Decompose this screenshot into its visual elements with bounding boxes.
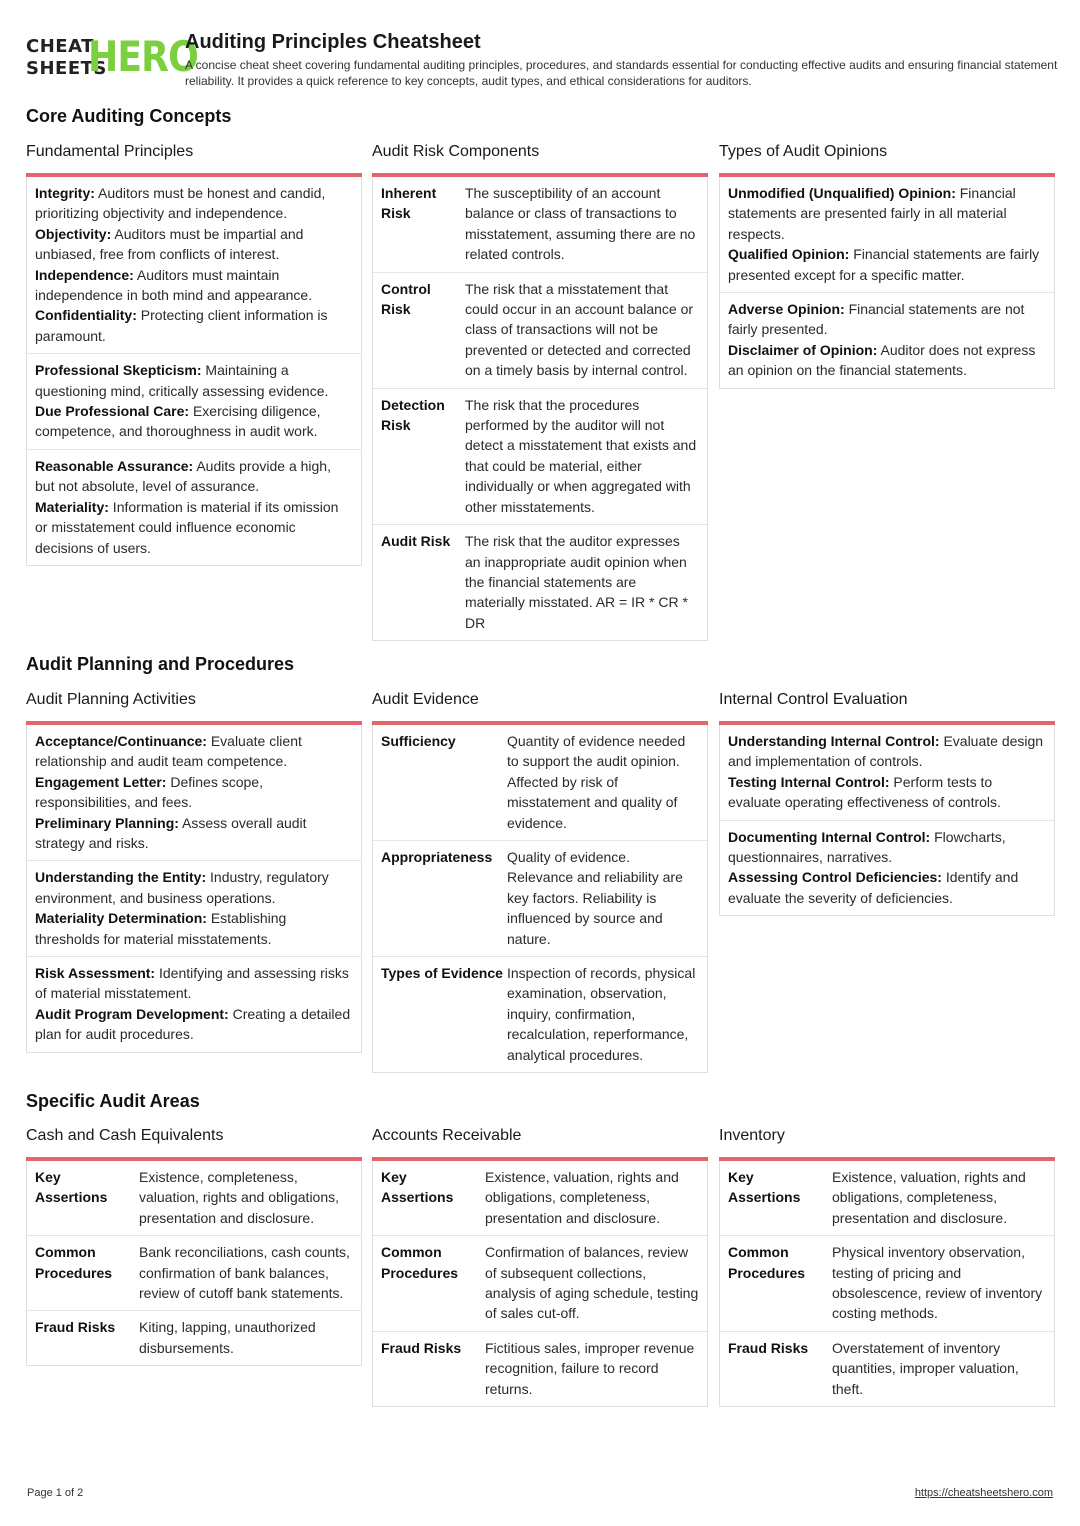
table-row-value: Kiting, lapping, unauthorized disbursements. [139, 1319, 316, 1356]
page-description: A concise cheat sheet covering fundamental auditing principles, procedures, and standards essential for conducting effective audits and ensuring financial statement reliability. It provides a quick reference to key concepts, audit types, and ethical considerations for auditors. [185, 58, 1058, 88]
definition-item [728, 731, 1046, 772]
card-row [27, 725, 361, 861]
definition-term: Understanding Internal Control: [728, 733, 940, 749]
definition-text: Protecting client information is paramount. [35, 307, 328, 344]
card-audit-opinions [719, 141, 1055, 389]
definition-term: Assessing Control Deficiencies: [728, 869, 942, 886]
table-row-key: Audit Risk [381, 533, 451, 550]
definition-item [728, 867, 1046, 908]
card-title: Cash and Cash Equivalents [26, 1127, 224, 1144]
card-internal-control [719, 689, 1055, 916]
section-title-specific: Specific Audit Areas [26, 1091, 200, 1111]
card-audit-risk-components [372, 141, 708, 641]
card-body [372, 1161, 708, 1407]
card-title: Inventory [719, 1127, 785, 1144]
definition-term: Reasonable Assurance: [35, 457, 194, 474]
table-row-key: Common Procedures [381, 1244, 459, 1281]
definition-item [35, 772, 353, 813]
definition-term: Qualified Opinion: [728, 246, 850, 263]
definition-text: Financial statements are not fairly presented. [728, 301, 1025, 338]
table-row-key: Fraud Risks [35, 1319, 116, 1336]
definition-term: Objectivity: [35, 225, 112, 242]
definition-term: Unmodified (Unqualified) Opinion: [728, 185, 956, 201]
site-link[interactable]: https://cheatsheetshero.com [914, 1487, 1053, 1499]
definition-item [35, 813, 353, 854]
page-header [26, 30, 1056, 90]
definition-item [728, 183, 1046, 244]
table-row [27, 1311, 361, 1365]
definition-text: Creating a detailed plan for audit procedures. [35, 1005, 351, 1043]
card-audit-planning-activities [26, 689, 362, 1053]
table-row-value: Existence, valuation, rights and obligations, completeness, presentation and disclosure. [832, 1169, 1026, 1226]
card-body [719, 177, 1055, 389]
definition-text: Evaluate client relationship and audit team competence. [35, 733, 302, 770]
card-row [720, 725, 1054, 821]
table-row-value: The risk that the procedures performed by the auditor will not detect a misstatement that exists and that could be material, either individually or when aggregated with other misstatements. [465, 396, 697, 515]
definition-term: Independence: [35, 266, 134, 283]
logo-sheets-text: SHEETS [26, 58, 107, 79]
definition-term: Engagement Letter: [35, 773, 167, 790]
table-row-key: Appropriateness [381, 849, 493, 866]
definition-term: Testing Internal Control: [728, 773, 890, 790]
logo-hero-text: HERO [88, 32, 198, 81]
page-number: Page 1 of 2 [27, 1487, 84, 1499]
table-row-key: Control Risk [381, 280, 431, 318]
table-row-value: The susceptibility of an account balance or class of transactions to misstatement, assuming there are no related controls. [465, 185, 696, 263]
card-cash [26, 1125, 362, 1366]
definition-item [35, 456, 353, 497]
card-body [372, 725, 708, 1073]
definition-text: Financial statements are presented fairly in all material respects. [728, 185, 1016, 242]
definition-item [35, 963, 353, 1004]
table-row-value: Inspection of records, physical examination, observation, inquiry, confirmation, recalculation, reperformance, analytical procedures. [507, 965, 696, 1063]
card-row [720, 293, 1054, 388]
definition-item [35, 265, 353, 306]
card-body [719, 1161, 1055, 1407]
definition-item [35, 183, 353, 224]
definition-item [35, 867, 353, 908]
section-title-core: Core Auditing Concepts [26, 106, 232, 126]
table-row [373, 1236, 707, 1332]
table-row [373, 957, 707, 1072]
card-title: Audit Evidence [372, 691, 479, 708]
table-row [373, 1332, 707, 1406]
card-title: Audit Risk Components [372, 143, 540, 160]
definition-term: Audit Program Development: [35, 1005, 229, 1022]
definition-term: Understanding the Entity: [35, 869, 207, 886]
card-body [26, 1161, 362, 1366]
definition-item [728, 299, 1046, 340]
definition-term: Documenting Internal Control: [728, 828, 931, 845]
table-row-value: The risk that a misstatement that could occur in an account balance or class of transactions will not be prevented or detected and corrected on a timely basis by internal control. [465, 280, 694, 379]
definition-item [35, 497, 353, 558]
section-title-planning: Audit Planning and Procedures [26, 654, 295, 674]
title-block [185, 30, 1065, 89]
table-row-key: Fraud Risks [728, 1339, 809, 1356]
table-row-key: Key Assertions [35, 1169, 108, 1206]
definition-term: Professional Skepticism: [35, 362, 202, 379]
definition-item [35, 1004, 353, 1045]
card-accounts-receivable [372, 1125, 708, 1407]
definition-item [728, 772, 1046, 813]
table-row-key: Fraud Risks [381, 1339, 462, 1356]
card-body [719, 725, 1055, 916]
card-row [27, 177, 361, 354]
table-row-key: Sufficiency [381, 733, 456, 749]
card-row [720, 821, 1054, 916]
definition-text: Auditor does not express an opinion on the financial statements. [728, 341, 1036, 379]
definition-text: Auditors must be honest and candid, prioritizing objectivity and independence. [35, 185, 326, 222]
table-row-value: Bank reconciliations, cash counts, confirmation of bank balances, review of cutoff bank statements. [139, 1244, 350, 1302]
card-title: Fundamental Principles [26, 143, 194, 160]
table-row-value: Existence, completeness, valuation, rights and obligations, presentation and disclosure. [139, 1169, 340, 1226]
table-row [373, 725, 707, 841]
definition-item [728, 827, 1046, 868]
table-row-key: Common Procedures [35, 1244, 113, 1281]
definition-text: Information is material if its omission or misstatement could influence economic decisions of users. [35, 498, 339, 556]
definition-text: Exercising diligence, competence, and thoroughness in audit work. [35, 403, 321, 440]
definition-term: Materiality: [35, 498, 109, 515]
table-row [373, 525, 707, 640]
table-row-key: Common Procedures [728, 1244, 806, 1281]
card-body [26, 177, 362, 566]
page-title: Auditing Principles Cheatsheet [185, 31, 481, 53]
definition-item [35, 908, 353, 949]
table-row-value: Quantity of evidence needed to support the audit opinion. Affected by risk of misstatement and quality of evidence. [507, 733, 686, 831]
table-row-value: Physical inventory observation, testing of pricing and obsolescence, review of inventory costing methods. [832, 1244, 1043, 1322]
table-row [720, 1161, 1054, 1236]
definition-term: Materiality Determination: [35, 910, 207, 927]
definition-text: Industry, regulatory environment, and business operations. [35, 869, 329, 906]
card-fundamental-principles [26, 141, 362, 566]
table-row-key: Types of Evidence [381, 965, 503, 982]
definition-text: Evaluate design and implementation of controls. [728, 733, 1044, 770]
definition-term: Disclaimer of Opinion: [728, 341, 878, 358]
definition-text: Establishing thresholds for material misstatements. [35, 910, 287, 947]
card-body [26, 725, 362, 1053]
definition-text: Auditors must be impartial and unbiased, free from conflicts of interest. [35, 225, 304, 263]
table-row-value: The risk that the auditor expresses an inappropriate audit opinion when the financial statements are materially misstated. AR = IR * CR * DR [465, 533, 688, 631]
definition-text: Perform tests to evaluate operating effectiveness of controls. [728, 773, 1001, 811]
card-inventory [719, 1125, 1055, 1407]
card-title: Types of Audit Opinions [719, 143, 888, 160]
definition-item [35, 401, 353, 442]
card-audit-evidence [372, 689, 708, 1073]
table-row [373, 1161, 707, 1236]
table-row [373, 841, 707, 957]
card-title: Internal Control Evaluation [719, 691, 908, 708]
card-row [27, 354, 361, 450]
table-row-value: Fictitious sales, improper revenue recognition, failure to record returns. [485, 1339, 695, 1397]
definition-item [728, 244, 1046, 285]
logo-cheat-text: CHEAT [26, 36, 94, 57]
table-row [720, 1332, 1054, 1406]
table-row-key: Inherent Risk [381, 185, 437, 222]
definition-text: Assess overall audit strategy and risks. [35, 814, 307, 852]
definition-text: Maintaining a questioning mind, critically assessing evidence. [35, 362, 329, 399]
definition-item [728, 340, 1046, 381]
table-row-value: Quality of evidence. Relevance and reliability are key factors. Reliability is influenced by source and nature. [507, 849, 683, 947]
table-row-value: Confirmation of balances, review of subsequent collections, analysis of aging schedule, testing of sales cut-off. [485, 1244, 699, 1322]
definition-item [35, 360, 353, 401]
table-row [373, 177, 707, 273]
table-row-key: Key Assertions [728, 1169, 801, 1206]
card-body [372, 177, 708, 641]
definition-text: Defines scope, responsibilities, and fees. [35, 773, 263, 811]
card-title: Accounts Receivable [372, 1127, 522, 1144]
table-row-key: Key Assertions [381, 1169, 454, 1206]
table-row [27, 1161, 361, 1236]
definition-text: Flowcharts, questionnaires, narratives. [728, 828, 1006, 866]
table-row [373, 389, 707, 525]
definition-text: Identify and evaluate the severity of deficiencies. [728, 869, 1019, 906]
definition-text: Financial statements are fairly presented except for a specific matter. [728, 246, 1040, 283]
table-row [373, 273, 707, 389]
definition-term: Integrity: [35, 185, 95, 201]
card-row [27, 957, 361, 1052]
card-row [27, 450, 361, 565]
definition-term: Adverse Opinion: [728, 301, 845, 318]
table-row-value: Overstatement of inventory quantities, improper valuation, theft. [832, 1339, 1019, 1397]
definition-term: Acceptance/Continuance: [35, 733, 207, 749]
definition-text: Identifying and assessing risks of material misstatement. [35, 965, 349, 1002]
definition-item [35, 305, 353, 346]
table-row-value: Existence, valuation, rights and obligations, completeness, presentation and disclosure. [485, 1169, 679, 1226]
definition-text: Audits provide a high, but not absolute, level of assurance. [35, 457, 331, 495]
table-row [720, 1236, 1054, 1332]
definition-item [35, 731, 353, 772]
card-row [27, 861, 361, 957]
table-row-key: Detection Risk [381, 396, 445, 434]
definition-term: Risk Assessment: [35, 965, 156, 982]
definition-term: Preliminary Planning: [35, 814, 179, 831]
cheatsheetshero-logo[interactable] [26, 32, 198, 82]
table-row [27, 1236, 361, 1311]
definition-text: Auditors must maintain independence in both mind and appearance. [35, 266, 313, 304]
definition-term: Confidentiality: [35, 307, 137, 324]
definition-item [35, 224, 353, 265]
definition-term: Due Professional Care: [35, 403, 190, 420]
card-title: Audit Planning Activities [26, 691, 196, 708]
card-row [720, 177, 1054, 293]
